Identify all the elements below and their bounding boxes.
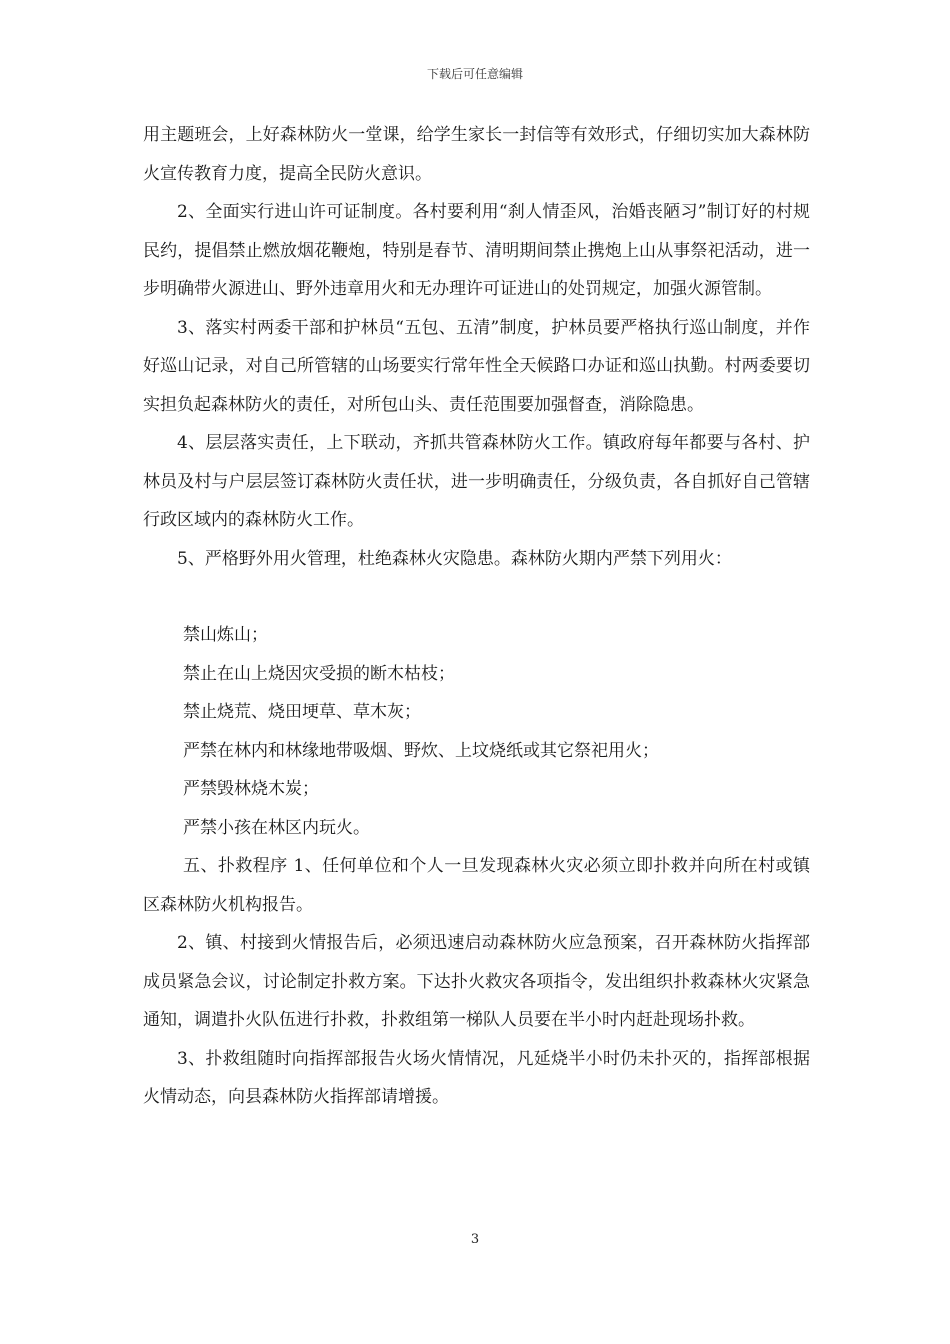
paragraph-emergency-plan: 2、镇、村接到火情报告后，必须迅速启动森林防火应急预案，召开森林防火指挥部成员紧急会议，讨论制定扑救方案。下达扑火救灾各项指令，发出组织扑救森林火灾紧急通知，调遣扑火队伍进行扑救，扑救组第一梯队人员要在半小时内赶赴现场扑救。 [143, 933, 810, 1030]
prohibition-item: 禁山炼山； [183, 625, 268, 645]
paragraph-rescue-procedure: 五、扑救程序 1、任何单位和个人一旦发现森林火灾必须立即扑救并向所在村或镇区森林防火机构报告。 [143, 856, 810, 915]
prohibition-item: 严禁毁林烧木炭； [183, 779, 319, 799]
paragraph-continuation: 用主题班会，上好森林防火一堂课，给学生家长一封信等有效形式，仔细切实加大森林防火宣传教育力度，提高全民防火意识。 [143, 125, 810, 184]
document-body [143, 116, 810, 1117]
paragraph-ranger-duty: 3、落实村两委干部和护林员“五包、五清”制度，护林员要严格执行巡山制度，并作好巡山记录，对自己所管辖的山场要实行常年性全天候路口办证和巡山执勤。村两委要切实担负起森林防火的责任，对所包山头、责任范围要加强督查，消除隐患。 [143, 317, 810, 415]
paragraph-responsibility: 4、层层落实责任，上下联动，齐抓共管森林防火工作。镇政府每年都要与各村、护林员及村与户层层签订森林防火责任状，进一步明确责任，分级负责，各自抓好自己管辖行政区域内的森林防火工作。 [143, 433, 810, 530]
paragraph-fire-management: 5、严格野外用火管理，杜绝森林火灾隐患。森林防火期内严禁下列用火： [177, 548, 732, 569]
prohibition-item: 严禁小孩在林区内玩火。 [183, 817, 370, 838]
prohibition-list [143, 616, 810, 847]
paragraph-permit-system: 2、全面实行进山许可证制度。各村要利用“刹人情歪风，治婚丧陋习”制订好的村规民约，提倡禁止燃放烟花鞭炮，特别是春节、清明期间禁止携炮上山从事祭祀活动，进一步明确带火源进山、野外违章用火和无办理许可证进山的处罚规定，加强火源管制。 [143, 202, 810, 299]
paragraph-reinforcement: 3、扑救组随时向指挥部报告火场火情情况，凡延烧半小时仍未扑灭的，指挥部根据火情动态，向县森林防火指挥部请增援。 [143, 1048, 810, 1107]
prohibition-item: 禁止烧荒、烧田埂草、草木灰； [183, 702, 421, 722]
prohibition-item: 严禁在林内和林缘地带吸烟、野炊、上坟烧纸或其它祭祀用火； [183, 740, 659, 761]
page-number: 3 [470, 1232, 480, 1247]
page-header-note: 下载后可任意编辑 [426, 67, 523, 81]
prohibition-item: 禁止在山上烧因灾受损的断木枯枝； [183, 663, 455, 684]
